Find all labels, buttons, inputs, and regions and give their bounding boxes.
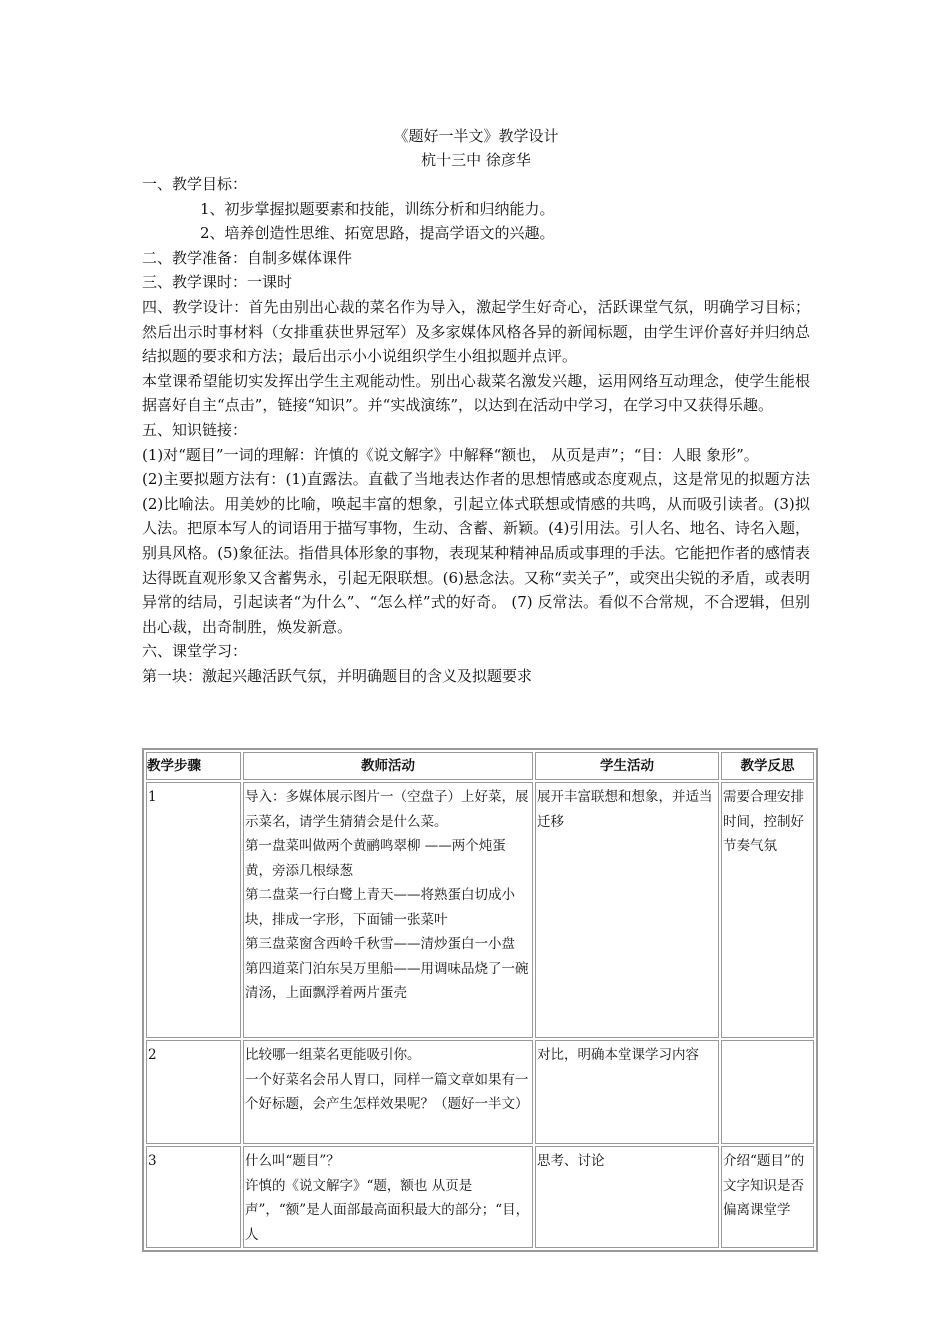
cell-reflect (721, 1040, 814, 1144)
teacher-line: 比较哪一组菜名更能吸引你。 (245, 1047, 421, 1063)
paragraph: 二、教学准备：自制多媒体课件 (142, 248, 353, 267)
teacher-line: 许慎的《说文解字》“题，额也 从页是声”，“额”是人面部最高面积最大的部分；“目，人 (245, 1177, 530, 1243)
document-author: 杭十三中 徐彦华 (421, 151, 531, 169)
cell-teacher (243, 782, 533, 1038)
teacher-line: 导入：多媒体展示图片一（空盘子）上好菜，展示菜名，请学生猜猜会是什么菜。 (245, 789, 529, 830)
paragraph: (2)主要拟题方法有：(1)直露法。直截了当地表达作者的思想情感或态度观点，这是常见的拟题方法(2)比喻法。用美妙的比喻，唤起丰富的想象，引起立体式联想或情感的共鸣，从而吸引读者。(3)拟人法。把原本写人的词语用于描写事物，生动、含蓄、新颖。(4)引用法。引人名、地名、诗名入题，别具风格。(5)象征法。指借具体形象的事物，表现某种精神品质或事理的手法。它能把作者的感情表达得既直观形象又含蓄隽永，引起无限联想。(6)悬念法。又称“卖关子”，或突出尖锐的矛盾，或表明异常的结局，引起读者“为什么”、“怎么样”式的好奇。 (7) 反常法。看似不合常规，不合逻辑，但别出心裁，出奇制胜，焕发新意。 (142, 470, 810, 636)
paragraph: 1、初步掌握拟题要素和技能，训练分析和归纳能力。 (200, 199, 555, 218)
document-title: 《题好一半文》教学设计 (393, 127, 559, 145)
teacher-line: 什么叫“题目”？ (245, 1153, 340, 1169)
document-page (142, 124, 810, 688)
table-row (146, 1146, 814, 1248)
header-teacher: 教师活动 (243, 752, 533, 780)
paragraph: 五、知识链接： (142, 420, 248, 439)
cell-step: 2 (146, 1040, 241, 1144)
header-step: 教学步骤 (146, 752, 241, 780)
paragraph: 本堂课希望能切实发挥出学生主观能动性。别出心裁菜名激发兴趣，运用网络互动理念，使学生能根据喜好自主“点击”，链接“知识”。并“实战演练”，以达到在活动中学习，在学习中又获得乐趣。 (142, 371, 810, 415)
cell-student: 展开丰富联想和想象，并适当迁移 (535, 782, 719, 1038)
cell-step: 3 (146, 1146, 241, 1248)
paragraph: 四、教学设计：首先由别出心裁的菜名作为导入，激起学生好奇心，活跃课堂气氛，明确学习目标；然后出示时事材料（女排重获世界冠军）及多家媒体风格各异的新闻标题，由学生评价喜好并归纳总结拟题的要求和方法；最后出示小小说组织学生小组拟题并点评。 (142, 297, 810, 366)
document-body (142, 172, 810, 688)
lesson-table (142, 748, 818, 1252)
table-row (146, 1040, 814, 1144)
paragraph: 三、教学课时：一课时 (142, 273, 293, 292)
table-header-row (146, 752, 814, 780)
cell-step: 1 (146, 782, 241, 1038)
paragraph: 六、课堂学习： (142, 642, 248, 661)
teacher-line: 一个好菜名会吊人胃口，同样一篇文章如果有一个好标题，会产生怎样效果呢？（题好一半文） (245, 1071, 529, 1112)
teacher-line: 第三盘菜窗含西岭千秋雪——清炒蛋白一小盘 (245, 936, 515, 952)
header-reflect: 教学反思 (721, 752, 814, 780)
cell-student: 思考、讨论 (535, 1146, 719, 1248)
paragraph: 第一块：激起兴趣活跃气氛，并明确题目的含义及拟题要求 (142, 666, 533, 685)
paragraph: 2、培养创造性思维、拓宽思路，提高学语文的兴趣。 (200, 224, 555, 243)
header-student: 学生活动 (535, 752, 719, 780)
teacher-line: 第二盘菜一行白鹭上青天——将熟蛋白切成小块，排成一字形，下面铺一张菜叶 (245, 887, 515, 928)
teacher-line: 第一盘菜叫做两个黄鹂鸣翠柳 ——两个炖蛋黄，旁添几根绿葱 (245, 838, 506, 879)
table-row (146, 782, 814, 1038)
teacher-line: 第四道菜门泊东吴万里船——用调味品烧了一碗清汤，上面飘浮着两片蛋壳 (245, 960, 529, 1001)
paragraph: 一、教学目标： (142, 175, 248, 193)
cell-teacher (243, 1146, 533, 1248)
paragraph: (1)对“题目”一词的理解：许慎的《说文解字》中解释“额也， 从页是声”；“目：人眼 象形”。 (142, 445, 759, 464)
cell-reflect: 需要合理安排时间，控制好节奏气氛 (721, 782, 814, 1038)
cell-student: 对比，明确本堂课学习内容 (535, 1040, 719, 1144)
cell-reflect: 介绍“题目”的文字知识是否偏离课堂学 (721, 1146, 814, 1248)
cell-teacher (243, 1040, 533, 1144)
